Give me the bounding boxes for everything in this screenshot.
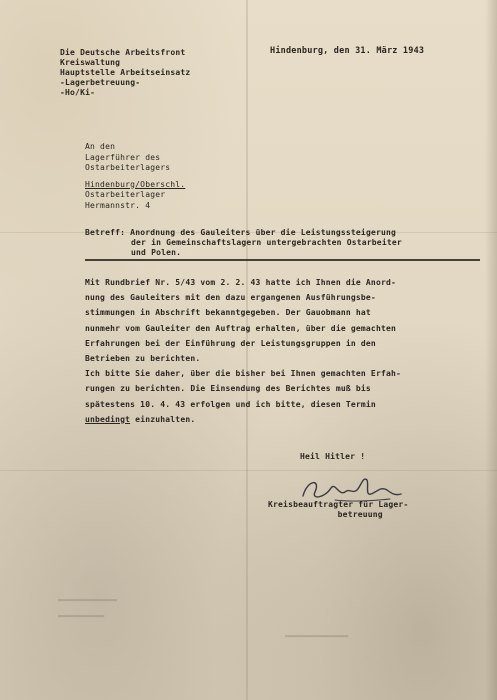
subject-line: und Polen. (131, 248, 182, 257)
bleed-through-mark: ▬▬▬▬▬▬▬▬▬▬▬▬▬▬▬ (285, 632, 349, 640)
body-line: Erfahrungen bei der Einführung der Leistungsgruppen in den (85, 338, 376, 348)
recipient-line: An den (85, 142, 116, 151)
letter-body (85, 278, 475, 430)
sender-line: -Lagerbetreuung- (60, 78, 141, 87)
bleed-through-mark: ▬▬▬▬▬▬▬▬▬▬▬ (58, 612, 105, 620)
paper-edge-wear (485, 0, 497, 700)
body-line: Betrieben zu berichten. (85, 353, 201, 363)
closing-greeting: Heil Hitler ! (300, 452, 366, 461)
body-line: spätestens 10. 4. 43 erfolgen und ich bitte, diesen Termin (85, 399, 376, 409)
recipient-city: Hindenburg/Oberschl. (85, 179, 186, 189)
emphasis-word: unbedingt (85, 414, 131, 424)
subject-line: der in Gemeinschaftslagern untergebrachten Ostarbeiter (131, 238, 402, 247)
bleed-through-mark: ▬▬▬▬▬▬▬▬▬▬▬▬▬▬ (58, 596, 118, 604)
recipient-line: Ostarbeiterlagers (85, 163, 171, 172)
signatory-title-line: Kreisbeauftragter für Lager- (268, 500, 409, 509)
body-line: nunmehr vom Gauleiter den Auftrag erhalten, über die gemachten (85, 323, 397, 333)
recipient-line: Lagerführer des (85, 152, 161, 162)
recipient-line: Ostarbeiterlager (85, 190, 166, 199)
body-line: Ich bitte Sie daher, über die bisher bei Ihnen gemachten Erfah- (85, 369, 402, 379)
signatory-title-line: betreuung (337, 510, 383, 519)
recipient-line: Hermannstr. 4 (85, 200, 151, 210)
body-text-fragment: einzuhalten. (130, 414, 196, 424)
sender-line: Die Deutsche Arbeitsfront (60, 48, 186, 57)
body-line: rungen zu berichten. Die Einsendung des Berichtes muß bis (85, 384, 371, 394)
subject-block (85, 228, 480, 258)
date-line: Hindenburg, den 31. März 1943 (270, 46, 425, 56)
sender-block (60, 48, 190, 98)
subject-underline (85, 259, 480, 261)
recipient-block (85, 142, 185, 211)
subject-label: Betreff: (85, 228, 126, 237)
signatory-title (268, 500, 408, 520)
sender-line: -Ho/Ki- (60, 88, 96, 97)
body-line: stimmungen in Abschrift bekanntgegeben. Der Gauobmann hat (85, 308, 371, 318)
body-line: nung des Gauleiters mit den dazu ergangenen Ausführungsbe- (85, 293, 376, 303)
subject-line: Anordnung des Gauleiters über die Leistungssteigerung (130, 228, 397, 237)
body-line-last (85, 415, 475, 430)
body-line: Mit Rundbrief Nr. 5/43 vom 2. 2. 43 hatte ich Ihnen die Anord- (85, 278, 397, 287)
sender-line: Kreiswaltung (60, 58, 121, 67)
sender-line: Hauptstelle Arbeitseinsatz (60, 68, 191, 77)
fold-crease-horizontal (0, 470, 497, 471)
